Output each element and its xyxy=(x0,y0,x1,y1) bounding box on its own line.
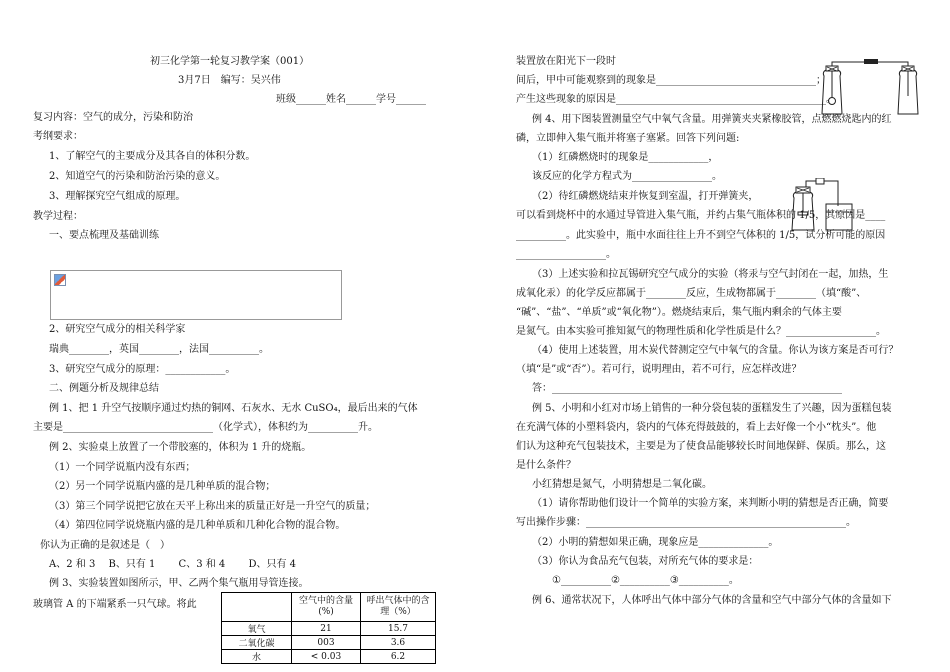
table-row xyxy=(222,650,436,664)
broken-image-icon xyxy=(54,274,66,286)
example-5-line-1: 例 5、小明和小红对市场上销售的一种分袋包装的蛋糕发生了兴趣，因为蛋糕包装 xyxy=(532,403,892,414)
doc-title: 初三化学第一轮复习教学案（001） xyxy=(150,56,310,67)
example-4-q1: （1）红磷燃烧时的现象是____________， xyxy=(532,152,719,163)
right-line-1: 装置放在阳光下一段时 xyxy=(516,56,616,67)
example-5-line-3: 们认为这种充气包装技术，主要是为了使食品能够较长时间地保鲜、保质。那么，这 xyxy=(516,441,886,452)
item-2-scientists: 2、研究空气成分的相关科学家 xyxy=(49,324,186,335)
review-content: 复习内容：空气的成分，污染和防治 xyxy=(33,112,193,123)
red-phosphorus-apparatus-figure xyxy=(786,178,876,236)
example-1-line-1: 例 1、把 1 升空气按顺序通过灼热的铜网、石灰水、无水 CuSO₄，最后出来的气体 xyxy=(49,403,418,414)
right-line-2: 间后，甲中可能观察到的现象是________________________________； xyxy=(516,75,826,86)
example-4-q2-line-3: __________。此实验中，瓶中水面往往上升不到空气体积的 1/5，试分析可能的原因 xyxy=(516,230,886,241)
example-4-q3-line-2: 成氧化汞）的化学反应都属于________反应，生成物都属于________（填“酸”、 xyxy=(516,288,867,299)
table-header-row xyxy=(222,593,436,622)
gas-bottles-apparatus-figure xyxy=(812,58,930,120)
right-line-3: 产生这些现象的原因是__________________________________________。 xyxy=(516,94,836,105)
requirement-2: 2、知道空气的污染和防治污染的意义。 xyxy=(49,171,226,182)
example-4-q3-line-1: （3）上述实验和拉瓦锡研究空气成分的实验（将汞与空气封闭在一起，加热，生 xyxy=(532,269,889,280)
requirement-1: 1、了解空气的主要成分及其各自的体积分数。 xyxy=(49,151,256,162)
teaching-process-title: 教学过程： xyxy=(33,211,83,222)
gas-content-table xyxy=(221,592,436,664)
example-5-q3: （3）你认为食品充气包装，对所充气体的要求是： xyxy=(532,556,759,567)
example-4-q1-equation: 该反应的化学方程式为________________。 xyxy=(532,171,722,182)
example-4-q3-line-4: 是氮气。由本实验可推知氮气的物理性质和化学性质是什么？__________________。 xyxy=(516,326,886,337)
example-4-q2-line-2: 可以看到烧杯中的水通过导管进入集气瓶，并约占集气瓶体积的 1/5，其原因是____ xyxy=(516,210,886,221)
example-5-q1-line-1: （1）请你帮助他们设计一个简单的实验方案，来判断小明的猜想是否正确，简要 xyxy=(532,498,889,509)
example-3-continued: 玻璃管 A 的下端紧系一只气球。将此 xyxy=(33,599,197,610)
table-header-breath: 呼出气体中的含理（%） xyxy=(361,593,436,622)
example-4-q4-line-1: （4）使用上述装置，用木炭代替测定空气中氧气的含量。你认为该方案是否可行？ xyxy=(532,345,899,356)
scientists-blanks: 瑞典________，英国________，法国__________。 xyxy=(49,344,269,355)
example-4-q3-line-3: “碱”、“盐”、“单质”或“氧化物”）。燃烧结束后，集气瓶内剩余的气体主要 xyxy=(516,307,842,318)
breath-value: 6.2 xyxy=(361,650,436,664)
example-2-statement-3: （3）第三个同学说把它放在天平上称出来的质量正好是一升空气的质量； xyxy=(49,501,376,512)
gas-name: 氧气 xyxy=(222,622,292,636)
example-2-options: A、2 和 3 B、只有 1 C、3 和 4 D、只有 4 xyxy=(49,559,297,570)
table-corner-cell xyxy=(222,593,292,622)
air-value: < 0.03 xyxy=(292,650,361,664)
air-value: 003 xyxy=(292,636,361,650)
example-5-line-2: 在充满气体的小塑料袋内，袋内的气体充得鼓鼓的，看上去好像一个小“枕头”。他 xyxy=(516,422,877,433)
example-2-question: 你认为正确的是叙述是（ ） xyxy=(40,540,170,551)
example-2-statement-2: （2）另一个同学说瓶内盛的是几种单质的混合物； xyxy=(49,481,276,492)
gas-name: 二氧化碳 xyxy=(222,636,292,650)
example-2-statement-4: （4）第四位同学说烧瓶内盛的是几种单质和几种化合物的混合物。 xyxy=(49,520,346,531)
broken-image-placeholder xyxy=(50,270,342,320)
example-4-answer: 答：__________________________________________________________ xyxy=(532,383,842,394)
example-4-q2-line-4: __________________。 xyxy=(516,249,616,260)
example-2-statement-1: （1）一个同学说瓶内没有东西； xyxy=(49,462,196,473)
table-row xyxy=(222,636,436,650)
table-header-air: 空气中的含量(%) xyxy=(292,593,361,622)
example-2: 例 2、实验桌上放置了一个带胶塞的，体积为 1 升的烧瓶。 xyxy=(49,442,312,453)
example-4-q2: （2）待红磷燃烧结束并恢复到室温，打开弹簧夹， xyxy=(532,191,759,202)
example-4-q4-line-2: （填“是”或“否”）。若可行，说明理由，若不可行，应怎样改进？ xyxy=(516,364,802,375)
section-2-heading: 二、例题分析及规律总结 xyxy=(49,383,159,394)
table-row xyxy=(222,622,436,636)
gas-name: 水 xyxy=(222,650,292,664)
example-5-line-4: 是什么条件？ xyxy=(516,460,576,471)
example-6: 例 6、通常状况下，人体呼出气体中部分气体的含量和空气中部分气体的含量如下 xyxy=(532,595,892,606)
example-5-q3-blanks: ①__________②__________③__________。 xyxy=(552,575,739,586)
example-5-guesses: 小红猜想是氮气，小明猜想是二氧化碳。 xyxy=(532,479,712,490)
example-4-line-2: 磷，立即伸入集气瓶并将塞子塞紧。回答下列问题: xyxy=(516,133,740,144)
section-1-heading: 一、要点梳理及基础训练 xyxy=(49,230,159,241)
breath-value: 15.7 xyxy=(361,622,436,636)
date-author: 3月7日 编写：吴兴伟 xyxy=(178,75,281,86)
example-1-line-2: 主要是______________________________（化学式），体积约为__________升。 xyxy=(33,422,378,433)
air-value: 21 xyxy=(292,622,361,636)
example-5-q2: （2）小明的猜想如果正确，现象应是______________。 xyxy=(532,537,779,548)
requirement-3: 3、理解探究空气组成的原理。 xyxy=(49,191,186,202)
example-3: 例 3、实验装置如图所示，甲、乙两个集气瓶用导管连接。 xyxy=(49,578,309,589)
breath-value: 3.6 xyxy=(361,636,436,650)
class-name-number-line: 班级______姓名______学号______ xyxy=(276,94,426,105)
exam-requirements-title: 考纲要求： xyxy=(33,131,83,142)
example-4-line-1: 例 4、用下图装置测量空气中氧气含量。用弹簧夹夹紧橡胶管，点燃燃烧匙内的红 xyxy=(532,114,892,125)
item-3-principle: 3、研究空气成分的原理：____________。 xyxy=(49,364,236,375)
example-5-q1-line-2: 写出操作步骤：____________________________________________________。 xyxy=(516,517,856,528)
